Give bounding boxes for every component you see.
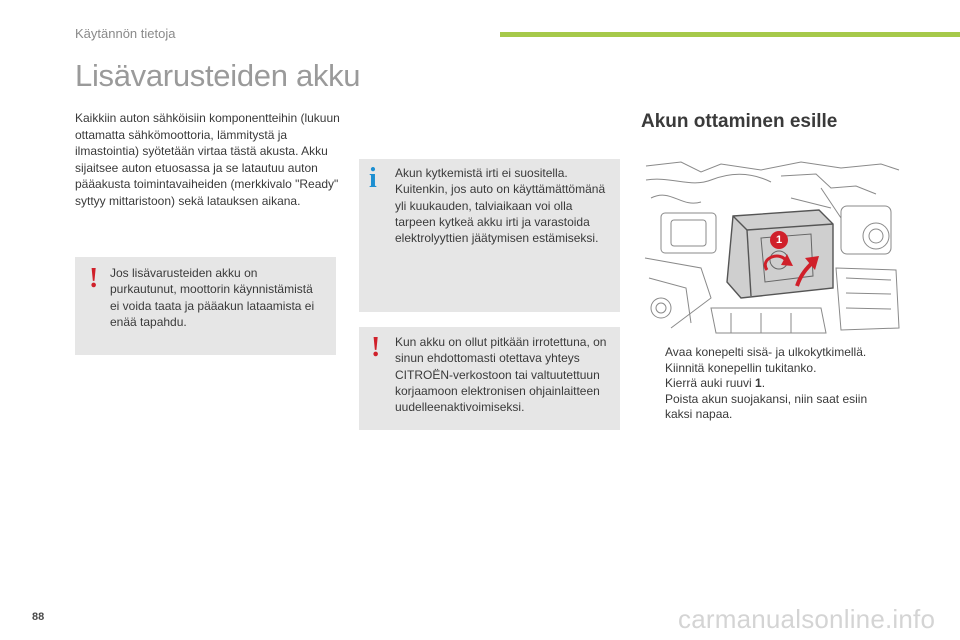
step-text-end: . xyxy=(761,376,766,391)
page-title: Lisävarusteiden akku xyxy=(75,58,361,93)
step-text: Kierrä auki ruuvi xyxy=(665,376,756,391)
warning-icon: ! xyxy=(371,332,381,363)
step-item xyxy=(641,376,891,392)
section-heading: Akun ottaminen esille xyxy=(641,111,838,132)
intro-paragraph: Kaikkiin auton sähköisiin komponentteihin (lukuun ottamatta sähkömoottoria, lämmitystä ja ilmastointia) syötetään virtaa tästä akusta. Akku sijaitsee auton etuosassa ja se latautuu auton pääakusta toimintavaiheiden (merkkivalo "Ready" syttyy mittaristoon) sekä latauksen aikana. xyxy=(75,111,340,208)
step-text: Avaa konepelti sisä- ja ulkokytkimellä. xyxy=(665,345,867,359)
step-screw-ref: 1 xyxy=(755,376,762,391)
warning-note-middle-text: Kun akku on ollut pitkään irrotettuna, on sinun ehdottomasti otettava yhteys CITROËN-verkostoon tai valtuutettuun korjaamoon elektronisen ohjainlaitteen uudelleenaktivoimiseksi. xyxy=(395,335,607,415)
step-text: Poista akun suojakansi, niin saat esiin kaksi napaa. xyxy=(665,391,868,422)
step-item xyxy=(641,345,891,361)
page-number: 88 xyxy=(32,611,45,623)
warning-note-left xyxy=(75,257,336,355)
step-item xyxy=(641,361,891,377)
removal-steps xyxy=(641,345,891,423)
section-label: Käytännön tietoja xyxy=(75,26,176,41)
callout-1: 1 xyxy=(770,231,788,249)
step-item xyxy=(641,392,891,423)
warning-note-middle xyxy=(359,327,620,430)
header-accent-bar xyxy=(500,32,960,37)
info-note-text: Akun kytkemistä irti ei suositella. Kuitenkin, jos auto on käyttämättömänä yli kuukauden, talviaikaan voi olla tarpeen kytkeä akku irti ja varastoida elektrolyyttien jäätymisen estämiseksi. xyxy=(395,166,606,246)
info-note xyxy=(359,159,620,312)
watermark: carmanualsonline.info xyxy=(678,604,936,634)
engine-bay-illustration xyxy=(641,158,903,336)
warning-icon: ! xyxy=(89,263,99,294)
engine-bay-drawing xyxy=(641,158,903,336)
step-text: Kiinnitä konepellin tukitanko. xyxy=(665,360,817,375)
info-icon: i xyxy=(369,163,377,194)
warning-note-left-text: Jos lisävarusteiden akku on purkautunut, moottorin käynnistämistä ei voida taata ja pääakun lataamista ei enää tapahdu. xyxy=(110,266,315,329)
